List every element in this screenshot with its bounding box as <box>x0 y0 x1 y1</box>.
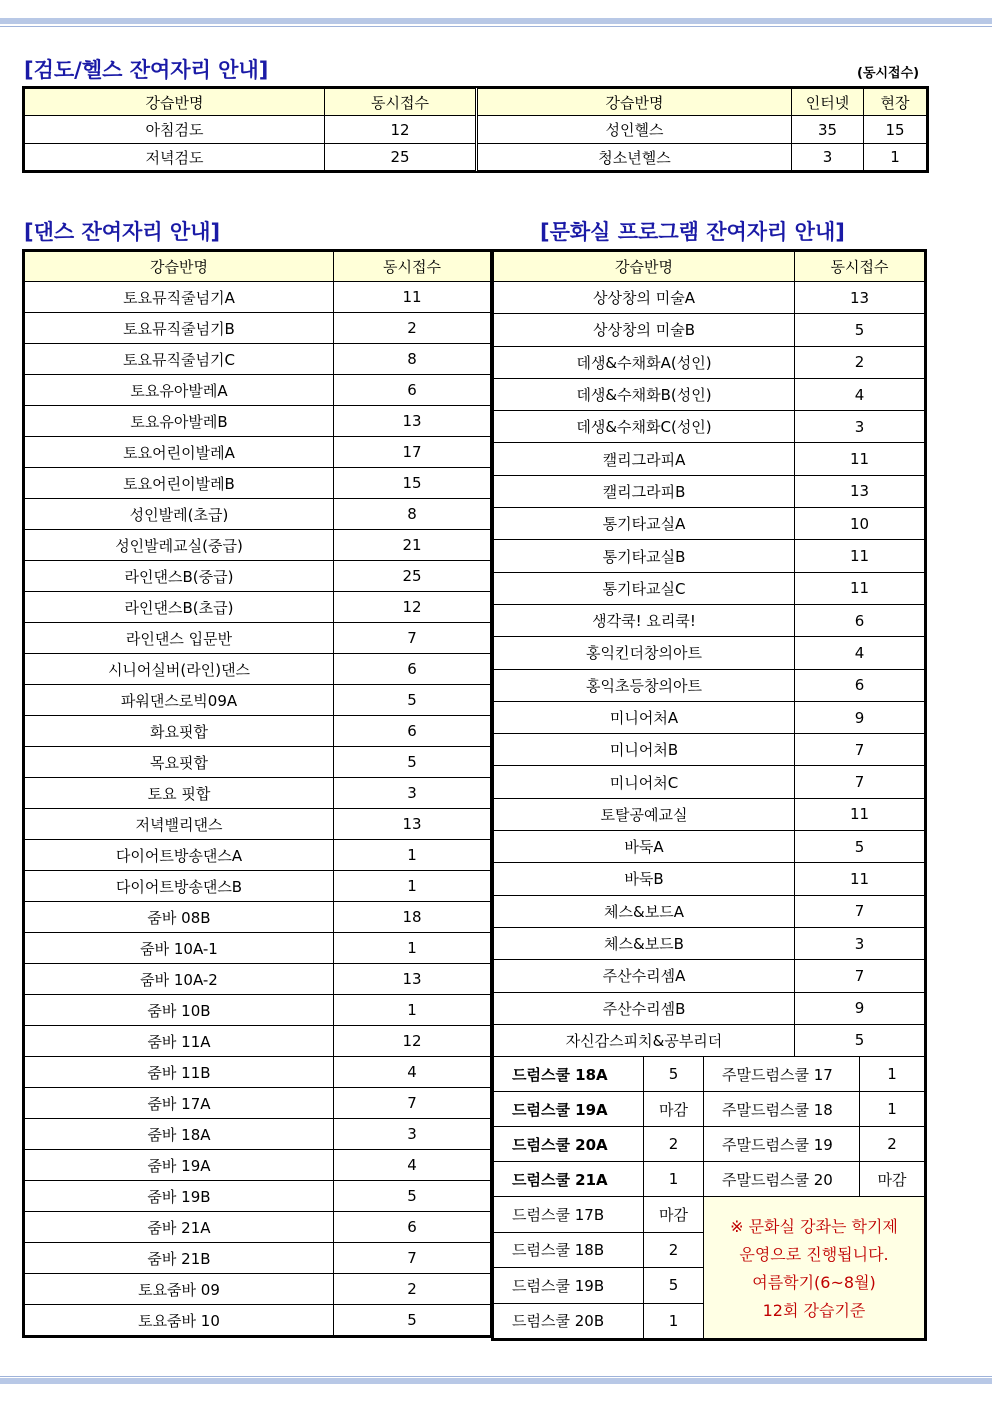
table-row <box>494 669 925 701</box>
class-name: 미니어처A <box>494 701 795 733</box>
table-row <box>25 809 491 840</box>
table-row <box>494 346 925 378</box>
class-name: 미니어처C <box>494 766 795 798</box>
table-row <box>494 734 925 766</box>
table-row <box>494 411 925 443</box>
seat-count: 8 <box>334 499 491 530</box>
table-row <box>494 701 925 733</box>
table-row <box>25 1181 491 1212</box>
table-row <box>25 716 491 747</box>
class-name: 주말드럼스쿨 19 <box>704 1127 860 1162</box>
seat-count: 5 <box>334 1305 491 1336</box>
seat-count: 13 <box>795 475 925 507</box>
table-row <box>494 863 925 895</box>
dance-col-class: 강습반명 <box>25 252 334 282</box>
table-row <box>494 604 925 636</box>
culture-table <box>493 251 925 1339</box>
seat-count: 6 <box>334 1212 491 1243</box>
gym-section-title: [검도/헬스 잔여자리 안내] <box>24 58 269 82</box>
class-name: 줌바 11B <box>25 1057 334 1088</box>
table-row <box>494 895 925 927</box>
class-name: 다이어트방송댄스A <box>25 840 334 871</box>
table-row <box>25 1057 491 1088</box>
seat-count: 1 <box>644 1303 704 1339</box>
seat-count: 1 <box>644 1162 704 1197</box>
table-row <box>25 1026 491 1057</box>
seat-count: 7 <box>795 766 925 798</box>
table-row <box>494 572 925 604</box>
seat-count: 2 <box>644 1232 704 1268</box>
class-name: 체스&보드A <box>494 895 795 927</box>
table-row <box>25 561 491 592</box>
dance-section-title: [댄스 잔여자리 안내] <box>24 220 221 244</box>
seat-count: 18 <box>334 902 491 933</box>
class-name: 줌바 19B <box>25 1181 334 1212</box>
class-name: 드럼스쿨 20A <box>494 1127 644 1162</box>
seat-count: 12 <box>334 592 491 623</box>
class-name: 주산수리셈A <box>494 960 795 992</box>
table-row <box>25 282 491 313</box>
seat-count: 11 <box>334 282 491 313</box>
class-name: 줌바 08B <box>25 902 334 933</box>
table-row <box>494 1127 925 1162</box>
seat-count: 12 <box>325 116 477 144</box>
class-name: 줌바 21A <box>25 1212 334 1243</box>
class-name: 상상창의 미술B <box>494 314 795 346</box>
notice-line4: 12회 강습기준 <box>762 1301 866 1321</box>
class-name: 성인헬스 <box>477 116 792 144</box>
class-name: 주말드럼스쿨 17 <box>704 1057 860 1092</box>
class-name: 홍익킨더창의아트 <box>494 637 795 669</box>
seat-count: 2 <box>334 1274 491 1305</box>
seat-count: 2 <box>644 1127 704 1162</box>
seat-count: 5 <box>795 831 925 863</box>
seat-count: 6 <box>795 604 925 636</box>
class-name: 토요뮤직줄넘기A <box>25 282 334 313</box>
class-name: 캘리그라피A <box>494 443 795 475</box>
notice-line3: 여름학기(6~8월) <box>752 1273 876 1293</box>
table-row <box>25 468 491 499</box>
class-name: 성인발레교실(중급) <box>25 530 334 561</box>
class-name: 토탈공예교실 <box>494 798 795 830</box>
gym-section-note: (동시접수) <box>857 66 920 81</box>
seat-count: 1 <box>860 1057 925 1092</box>
internet-count: 35 <box>792 116 864 144</box>
seat-count: 1 <box>334 995 491 1026</box>
table-row <box>25 375 491 406</box>
class-name: 토요줌바 09 <box>25 1274 334 1305</box>
class-name: 자신감스피치&공부리더 <box>494 1024 795 1056</box>
class-name: 목요핏합 <box>25 747 334 778</box>
seat-count: 6 <box>795 669 925 701</box>
class-name: 토요유아발레A <box>25 375 334 406</box>
seat-count: 11 <box>795 443 925 475</box>
seat-count: 5 <box>644 1057 704 1092</box>
class-name: 드럼스쿨 17B <box>494 1197 644 1233</box>
seat-count: 7 <box>334 623 491 654</box>
seat-count: 4 <box>795 378 925 410</box>
seat-count: 2 <box>860 1127 925 1162</box>
table-row <box>25 654 491 685</box>
seat-count: 2 <box>334 313 491 344</box>
seat-count: 4 <box>334 1057 491 1088</box>
seat-count: 1 <box>334 933 491 964</box>
table-row <box>25 778 491 809</box>
table-row <box>25 344 491 375</box>
table-row <box>25 995 491 1026</box>
table-row <box>494 1162 925 1197</box>
seat-count: 7 <box>795 734 925 766</box>
class-name: 데생&수채화A(성인) <box>494 346 795 378</box>
gym-col-onsite: 현장 <box>864 89 927 116</box>
table-row <box>25 1212 491 1243</box>
class-name: 라인댄스B(중급) <box>25 561 334 592</box>
seat-count: 9 <box>795 992 925 1024</box>
class-name: 줌바 10B <box>25 995 334 1026</box>
class-name: 드럼스쿨 20B <box>494 1303 644 1339</box>
table-row <box>494 508 925 540</box>
seat-count: 11 <box>795 540 925 572</box>
seat-count: 11 <box>795 798 925 830</box>
class-name: 토요줌바 10 <box>25 1305 334 1336</box>
table-row <box>25 530 491 561</box>
table-row <box>25 592 491 623</box>
class-name: 화요핏합 <box>25 716 334 747</box>
seat-count: 3 <box>795 927 925 959</box>
table-row <box>494 927 925 959</box>
seat-count: 17 <box>334 437 491 468</box>
seat-count: 3 <box>334 778 491 809</box>
class-name: 홍익초등창의아트 <box>494 669 795 701</box>
class-name: 저녁밸리댄스 <box>25 809 334 840</box>
dance-col-count: 동시접수 <box>334 252 491 282</box>
table-row <box>25 437 491 468</box>
table-row <box>25 1150 491 1181</box>
seat-count: 5 <box>644 1268 704 1304</box>
seat-count: 마감 <box>644 1092 704 1127</box>
table-row <box>25 933 491 964</box>
gym-col-internet: 인터넷 <box>792 89 864 116</box>
class-name: 라인댄스 입문반 <box>25 623 334 654</box>
table-row <box>25 1305 491 1336</box>
seat-count: 9 <box>795 701 925 733</box>
class-name: 토요뮤직줄넘기B <box>25 313 334 344</box>
culture-header-row <box>494 252 925 282</box>
class-name: 생각쿡! 요리쿡! <box>494 604 795 636</box>
class-name: 드럼스쿨 21A <box>494 1162 644 1197</box>
seat-count: 25 <box>325 144 477 171</box>
seat-count: 5 <box>334 747 491 778</box>
table-row <box>494 1197 925 1233</box>
class-name: 드럼스쿨 19A <box>494 1092 644 1127</box>
seat-count: 25 <box>334 561 491 592</box>
table-row <box>25 685 491 716</box>
class-name: 통기타교실A <box>494 508 795 540</box>
seat-count: 3 <box>334 1119 491 1150</box>
table-row <box>494 475 925 507</box>
seat-count: 6 <box>334 716 491 747</box>
seat-count: 12 <box>334 1026 491 1057</box>
culture-col-count: 동시접수 <box>795 252 925 282</box>
class-name: 미니어처B <box>494 734 795 766</box>
seat-count: 5 <box>795 314 925 346</box>
table-row <box>25 871 491 902</box>
seat-count: 4 <box>795 637 925 669</box>
seat-count: 13 <box>334 809 491 840</box>
culture-col-class: 강습반명 <box>494 252 795 282</box>
seat-count: 6 <box>334 375 491 406</box>
top-border <box>0 18 992 24</box>
table-row <box>25 1119 491 1150</box>
gym-col-class-2: 강습반명 <box>477 89 792 116</box>
seat-count: 13 <box>334 964 491 995</box>
onsite-count: 15 <box>864 116 927 144</box>
class-name: 드럼스쿨 18B <box>494 1232 644 1268</box>
dance-table <box>24 251 491 1336</box>
table-row <box>494 540 925 572</box>
class-name: 줌바 19A <box>25 1150 334 1181</box>
table-row <box>25 406 491 437</box>
table-row <box>25 1243 491 1274</box>
table-row <box>25 144 927 171</box>
class-name: 데생&수채화C(성인) <box>494 411 795 443</box>
seat-count: 5 <box>334 685 491 716</box>
seat-count: 13 <box>334 406 491 437</box>
class-name: 줌바 18A <box>25 1119 334 1150</box>
class-name: 상상창의 미술A <box>494 282 795 314</box>
class-name: 체스&보드B <box>494 927 795 959</box>
class-name: 토요유아발레B <box>25 406 334 437</box>
seat-count: 5 <box>334 1181 491 1212</box>
class-name: 시니어실버(라인)댄스 <box>25 654 334 685</box>
seat-count: 4 <box>334 1150 491 1181</box>
seat-count: 7 <box>334 1088 491 1119</box>
table-row <box>25 1274 491 1305</box>
table-row <box>494 1024 925 1056</box>
seat-count: 21 <box>334 530 491 561</box>
table-row <box>25 964 491 995</box>
seat-count: 7 <box>334 1243 491 1274</box>
gym-table <box>24 88 927 171</box>
table-row <box>25 116 927 144</box>
class-name: 청소년헬스 <box>477 144 792 171</box>
class-name: 줌바 10A-2 <box>25 964 334 995</box>
table-row <box>25 902 491 933</box>
seat-count: 1 <box>334 871 491 902</box>
seat-count: 마감 <box>860 1162 925 1197</box>
table-row <box>494 831 925 863</box>
bottom-border <box>0 1378 992 1384</box>
table-row <box>25 1088 491 1119</box>
table-row <box>494 960 925 992</box>
table-row <box>494 443 925 475</box>
table-row <box>494 314 925 346</box>
dance-header-row <box>25 252 491 282</box>
bottom-border-line <box>0 1376 992 1377</box>
gym-col-concurrent: 동시접수 <box>325 89 477 116</box>
table-row <box>494 282 925 314</box>
culture-section-title: [문화실 프로그램 잔여자리 안내] <box>540 220 845 244</box>
seat-count: 마감 <box>644 1197 704 1233</box>
seat-count: 3 <box>795 411 925 443</box>
class-name: 라인댄스B(초급) <box>25 592 334 623</box>
table-row <box>494 1092 925 1127</box>
seat-count: 6 <box>334 654 491 685</box>
seat-count: 8 <box>334 344 491 375</box>
class-name: 토요어린이발레B <box>25 468 334 499</box>
class-name: 통기타교실C <box>494 572 795 604</box>
table-row <box>25 623 491 654</box>
class-name: 데생&수채화B(성인) <box>494 378 795 410</box>
class-name: 줌바 17A <box>25 1088 334 1119</box>
class-name: 바둑A <box>494 831 795 863</box>
class-name: 주산수리셈B <box>494 992 795 1024</box>
class-name: 파워댄스로빅09A <box>25 685 334 716</box>
class-name: 줌바 10A-1 <box>25 933 334 964</box>
class-name: 토요 핏합 <box>25 778 334 809</box>
seat-count: 1 <box>334 840 491 871</box>
top-border-line <box>0 26 992 27</box>
internet-count: 3 <box>792 144 864 171</box>
table-row <box>25 840 491 871</box>
seat-count: 11 <box>795 572 925 604</box>
table-row <box>494 798 925 830</box>
class-name: 저녁검도 <box>25 144 325 171</box>
class-name: 줌바 11A <box>25 1026 334 1057</box>
seat-count: 7 <box>795 895 925 927</box>
table-row <box>25 499 491 530</box>
class-name: 주말드럼스쿨 18 <box>704 1092 860 1127</box>
class-name: 다이어트방송댄스B <box>25 871 334 902</box>
seat-count: 13 <box>795 282 925 314</box>
class-name: 통기타교실B <box>494 540 795 572</box>
class-name: 줌바 21B <box>25 1243 334 1274</box>
table-row <box>25 313 491 344</box>
notice-line2: 운영으로 진행됩니다. <box>739 1245 889 1265</box>
class-name: 캘리그라피B <box>494 475 795 507</box>
table-row <box>494 1057 925 1092</box>
seat-count: 11 <box>795 863 925 895</box>
class-name: 아침검도 <box>25 116 325 144</box>
seat-count: 10 <box>795 508 925 540</box>
class-name: 토요뮤직줄넘기C <box>25 344 334 375</box>
table-row <box>25 747 491 778</box>
notice-line1: ※ 문화실 강좌는 학기제 <box>730 1217 898 1237</box>
seat-count: 15 <box>334 468 491 499</box>
class-name: 주말드럼스쿨 20 <box>704 1162 860 1197</box>
gym-header-row <box>25 89 927 116</box>
gym-col-class: 강습반명 <box>25 89 325 116</box>
seat-count: 1 <box>860 1092 925 1127</box>
class-name: 드럼스쿨 18A <box>494 1057 644 1092</box>
notice-box <box>704 1197 925 1339</box>
onsite-count: 1 <box>864 144 927 171</box>
class-name: 드럼스쿨 19B <box>494 1268 644 1304</box>
class-name: 토요어린이발레A <box>25 437 334 468</box>
class-name: 바둑B <box>494 863 795 895</box>
seat-count: 2 <box>795 346 925 378</box>
table-row <box>494 766 925 798</box>
seat-count: 7 <box>795 960 925 992</box>
table-row <box>494 992 925 1024</box>
class-name: 성인발레(초급) <box>25 499 334 530</box>
seat-count: 5 <box>795 1024 925 1056</box>
table-row <box>494 637 925 669</box>
table-row <box>494 378 925 410</box>
